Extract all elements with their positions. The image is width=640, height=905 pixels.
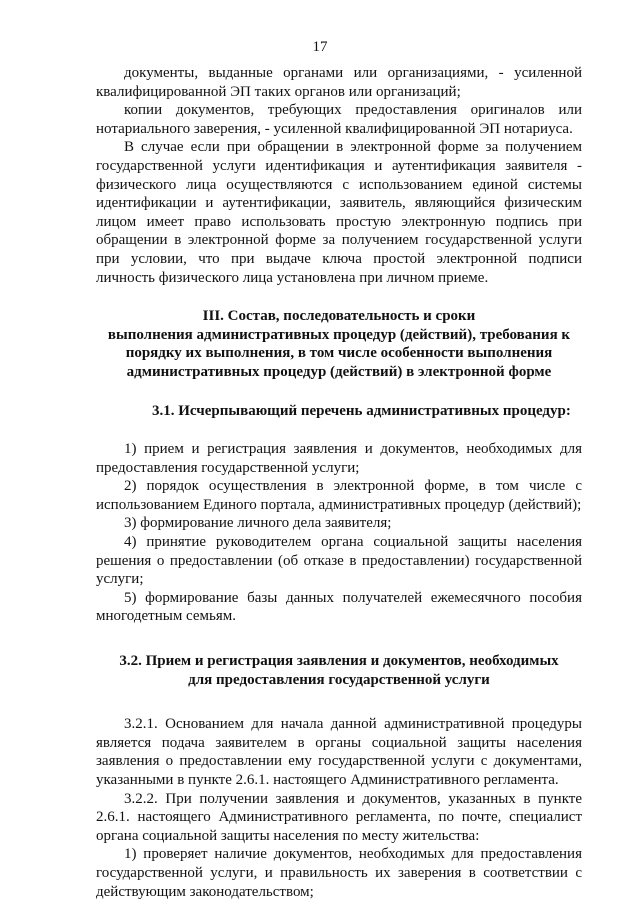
section-3-2-heading (96, 652, 582, 689)
procedure-list-item: 4) принятие руководителем органа социальной защиты населения решения о предоставлении (об отказе в предоставлении) государственной услуги; (96, 534, 582, 588)
section-3-heading (96, 307, 582, 381)
intro-paragraph-1: документы, выданные органами или организациями, - усиленной квалифицированной ЭП таких органов или организаций; (96, 65, 582, 100)
section-3-title-line: порядку их выполнения, в том числе особенности выполнения (125, 345, 553, 362)
section-3-2-title-line: 3.2. Прием и регистрация заявления и документов, необходимых (119, 653, 559, 670)
section-3-title-line: выполнения административных процедур (действий), требования к (107, 326, 571, 343)
document-body (96, 64, 582, 901)
section-3-2-title-line: для предоставления государственной услуги (188, 671, 490, 688)
intro-paragraph-2: копии документов, требующих предоставления оригиналов или нотариального заверения, - усиленной квалифицированной ЭП нотариуса. (96, 102, 582, 137)
page-number: 17 (312, 39, 328, 55)
section-3-title-line: III. Состав, последовательность и сроки (202, 308, 476, 325)
procedure-list-item: 1) прием и регистрация заявления и документов, необходимых для предоставления государственной услуги; (96, 441, 582, 476)
section-3-2-paragraph: 3.2.2. При получении заявления и документов, указанных в пункте 2.6.1. настоящего Административного регламента, по почте, специалист органа социальной защиты населения по месту жительства: (96, 790, 582, 844)
procedure-list-item: 5) формирование базы данных получателей ежемесячного пособия многодетным семьям. (96, 589, 582, 625)
section-3-title-line: административных процедур (действий) в электронной форме (126, 363, 552, 380)
procedure-list-item: 3) формирование личного дела заявителя; (124, 515, 392, 532)
section-3-2-paragraph: 3.2.1. Основанием для начала данной административной процедуры является подача заявителем в органы социальной защиты населения заявления о предоставлении ему государственной услуги с документами, указанными в пункте 2.6.1. настоящего Административного регламента. (96, 716, 582, 788)
procedure-list-item: 2) порядок осуществления в электронной форме, в том числе с использованием Единого портала, административных процедур (действий); (96, 478, 582, 513)
intro-paragraph-3: В случае если при обращении в электронной форме за получением государственной услуги идентификация и аутентификация заявителя - физического лица осуществляются с использованием единой системы идентификации и аутентификации, заявитель, являющийся физическим лицом имеет право использовать простую электронную подпись при обращении в электронной форме за получением государственной услуги при условии, что при выдаче ключа простой электронной подписи личность физического лица установлена при личном приеме. (96, 139, 582, 286)
section-3-2-paragraph: 1) проверяет наличие документов, необходимых для предоставления государственной услуги, и правильность их заверения в соответствии с действующим законодательством; (96, 846, 582, 900)
section-3-1-heading: 3.1. Исчерпывающий перечень административных процедур: (152, 402, 571, 419)
